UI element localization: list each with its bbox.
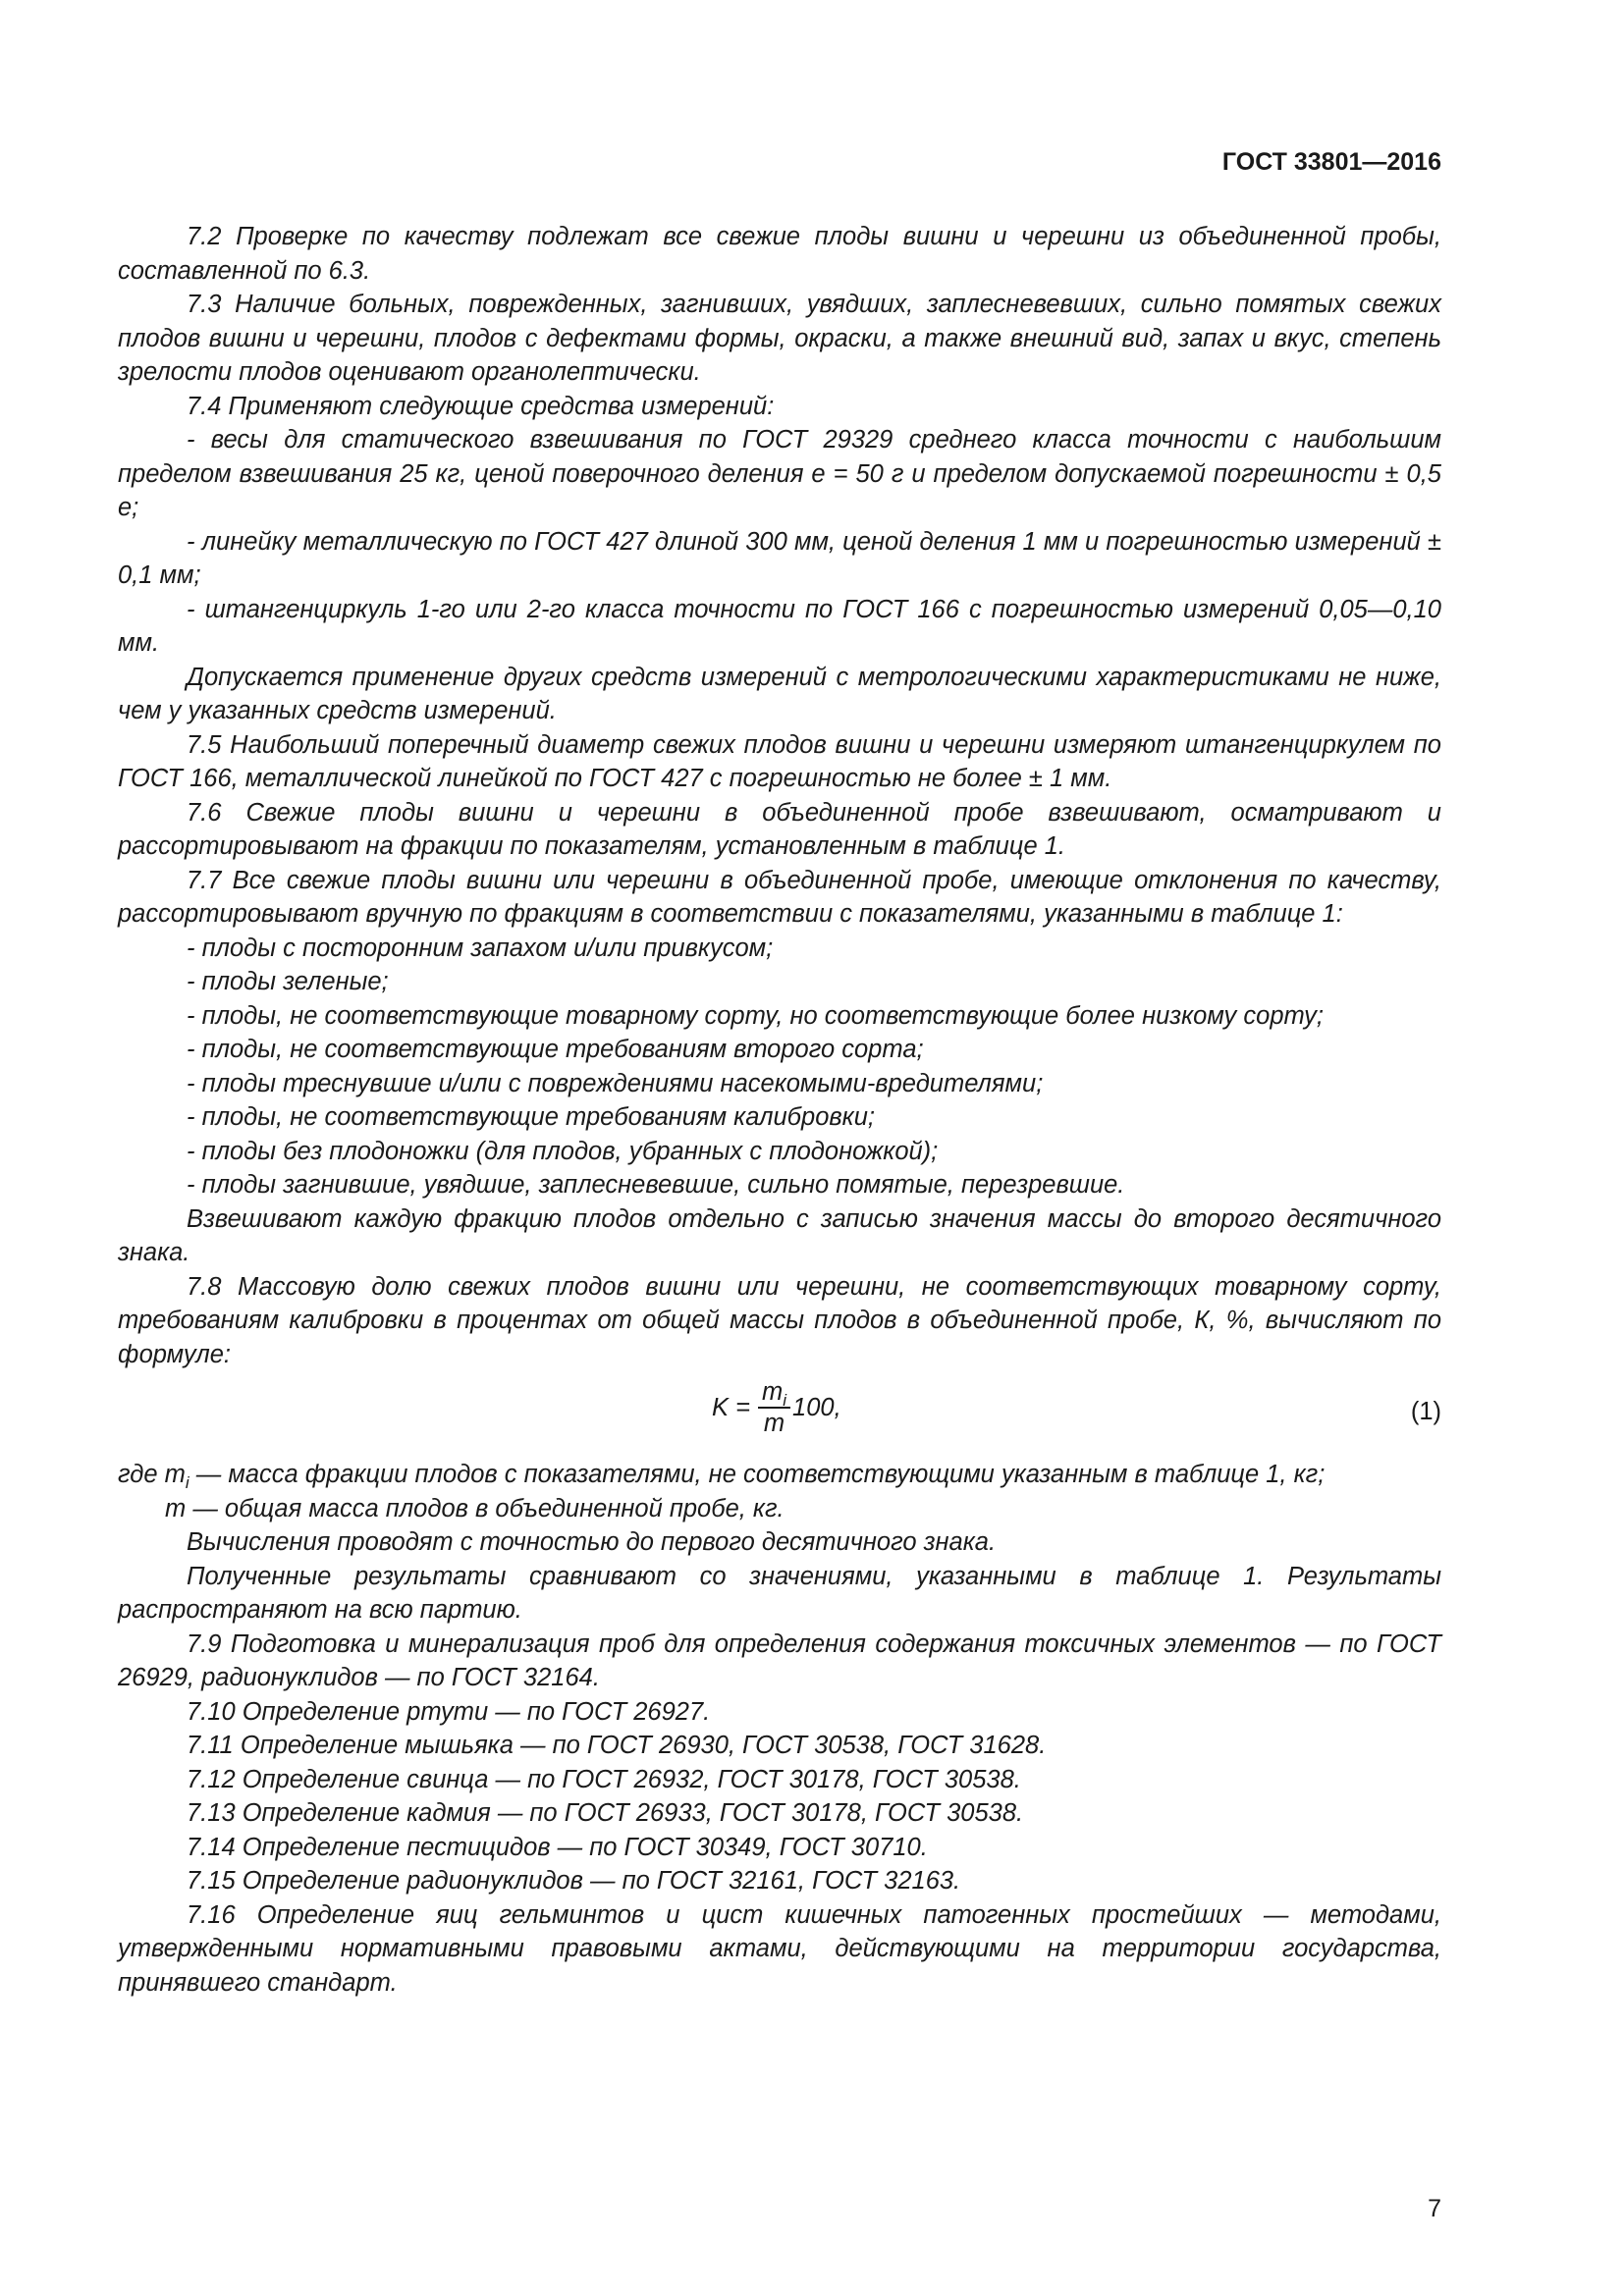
paragraph-7-7: 7.7 Все свежие плоды вишни или черешни в объединенной пробе, имеющие отклонения по качеству, рассортировывают вручную по фракциям в соответствии с показателями, указанными в таблице 1: (118, 866, 1441, 928)
paragraph-7-5: 7.5 Наибольший поперечный диаметр свежих плодов вишни и черешни измеряют штангенциркулем по ГОСТ 166, металлической линейкой по ГОСТ 427 с погрешностью не более ± 1 мм. (118, 730, 1441, 792)
formula-number: (1) (1410, 1398, 1441, 1425)
paragraph-7-2: 7.2 Проверке по качеству подлежат все свежие плоды вишни и черешни из объединенной пробы, составленной по 6.3. (118, 223, 1441, 285)
paragraph-7-3: 7.3 Наличие больных, поврежденных, загнивших, увядших, заплесневевших, сильно помятых свежих плодов вишни и черешни, плодов с дефектами формы, окраски, а также внешний вид, запах и вкус, степень зрелости плодов оценивают органолептически. (118, 291, 1441, 386)
paragraph-7-11: 7.11 Определение мышьяка — по ГОСТ 26930, ГОСТ 30538, ГОСТ 31628. (187, 1732, 1047, 1759)
paragraph-calc: Вычисления проводят с точностью до первого десятичного знака. (187, 1528, 997, 1556)
list-item: - плоды зеленые; (187, 968, 389, 995)
paragraph-7-14: 7.14 Определение пестицидов — по ГОСТ 30349, ГОСТ 30710. (187, 1833, 928, 1861)
paragraph-7-9: 7.9 Подготовка и минерализация проб для определения содержания токсичных элементов — по ГОСТ 26929, радионуклидов — по ГОСТ 32164. (118, 1629, 1441, 1691)
list-item: - плоды треснувшие и/или с повреждениями насекомыми-вредителями; (187, 1069, 1044, 1097)
list-item: - линейку металлическую по ГОСТ 427 длиной 300 мм, ценой деления 1 мм и погрешностью измерений ± 0,1 мм; (118, 527, 1441, 589)
numerator-var: m (762, 1378, 784, 1406)
paragraph-7-15: 7.15 Определение радионуклидов — по ГОСТ 32161, ГОСТ 32163. (187, 1867, 961, 1895)
list-item: - плоды с посторонним запахом и/или привкусом; (187, 934, 774, 962)
paragraph-7-4: 7.4 Применяют следующие средства измерений: (187, 392, 775, 420)
numerator-sub: i (783, 1391, 787, 1410)
list-item: - плоды, не соответствующие товарному сорту, но соответствующие более низкому сорту; (187, 1001, 1325, 1030)
paragraph-results: Полученные результаты сравнивают со значениями, указанными в таблице 1. Результаты распространяют на всю партию. (118, 1562, 1441, 1624)
document-body (118, 220, 1441, 2000)
formula-fraction (758, 1377, 790, 1438)
formula-lhs: K = (712, 1393, 750, 1421)
where-desc-2: — общая масса плодов в объединенной пробе, кг. (186, 1494, 785, 1522)
paragraph-7-7-note: Взвешивают каждую фракцию плодов отдельно с записью значения массы до второго десятичного знака. (118, 1204, 1441, 1266)
where-prefix: где (118, 1461, 158, 1488)
paragraph-7-16: 7.16 Определение яиц гельминтов и цист кишечных патогенных простейших — методами, утвержденными нормативными правовыми актами, действующими на территории государства, принявшего стандарт. (118, 1900, 1441, 1997)
formula-tail: 100, (792, 1393, 841, 1421)
fraction-denominator: m (763, 1410, 785, 1437)
list-item: - плоды загнившие, увядшие, заплесневевшие, сильно помятые, перезревшие. (187, 1171, 1125, 1199)
list-item: - штангенциркуль 1-го или 2-го класса точности по ГОСТ 166 с погрешностью измерений 0,05—0,10 мм. (118, 595, 1441, 657)
list-item: - плоды, не соответствующие требованиям второго сорта; (187, 1036, 924, 1063)
where-var-1: m (164, 1461, 186, 1488)
where-line-1 (118, 1458, 1441, 1492)
list-item: - весы для статического взвешивания по ГОСТ 29329 среднего класса точности с наибольшим пределом взвешивания 25 кг, ценой поверочного деления е = 50 г и пределом допускаемой погрешности ± 0,5 е; (118, 426, 1441, 521)
where-var-2: m (165, 1494, 187, 1522)
where-line-2 (118, 1492, 1441, 1526)
page-number: 7 (1428, 2195, 1441, 2222)
paragraph-7-8: 7.8 Массовую долю свежих плодов вишни или черешни, не соответствующих товарному сорту, требованиям калибровки в процентах от общей массы плодов в объединенной пробе, К, %, вычисляют по формуле: (118, 1272, 1441, 1368)
doc-header: ГОСТ 33801—2016 (1221, 148, 1441, 176)
paragraph-7-6: 7.6 Свежие плоды вишни и черешни в объединенной пробе взвешивают, осматривают и рассортировывают на фракции по показателям, установленным в таблице 1. (118, 798, 1441, 860)
where-desc-1: — масса фракции плодов с показателями, не соответствующими указанным в таблице 1, кг; (189, 1461, 1326, 1488)
fraction-numerator (758, 1377, 790, 1409)
where-var-1-sub: i (185, 1473, 189, 1492)
paragraph-7-4-note: Допускается применение других средств измерений с метрологическими характеристиками не ниже, чем у указанных средств измерений. (118, 663, 1441, 724)
formula (712, 1377, 841, 1438)
paragraph-7-12: 7.12 Определение свинца — по ГОСТ 26932, ГОСТ 30178, ГОСТ 30538. (187, 1765, 1021, 1793)
paragraph-7-10: 7.10 Определение ртути — по ГОСТ 26927. (187, 1697, 711, 1726)
paragraph-7-13: 7.13 Определение кадмия — по ГОСТ 26933, ГОСТ 30178, ГОСТ 30538. (187, 1799, 1024, 1827)
formula-block (118, 1373, 1441, 1454)
list-item: - плоды без плодоножки (для плодов, убранных с плодоножкой); (187, 1137, 939, 1165)
list-item: - плоды, не соответствующие требованиям калибровки; (187, 1103, 875, 1131)
